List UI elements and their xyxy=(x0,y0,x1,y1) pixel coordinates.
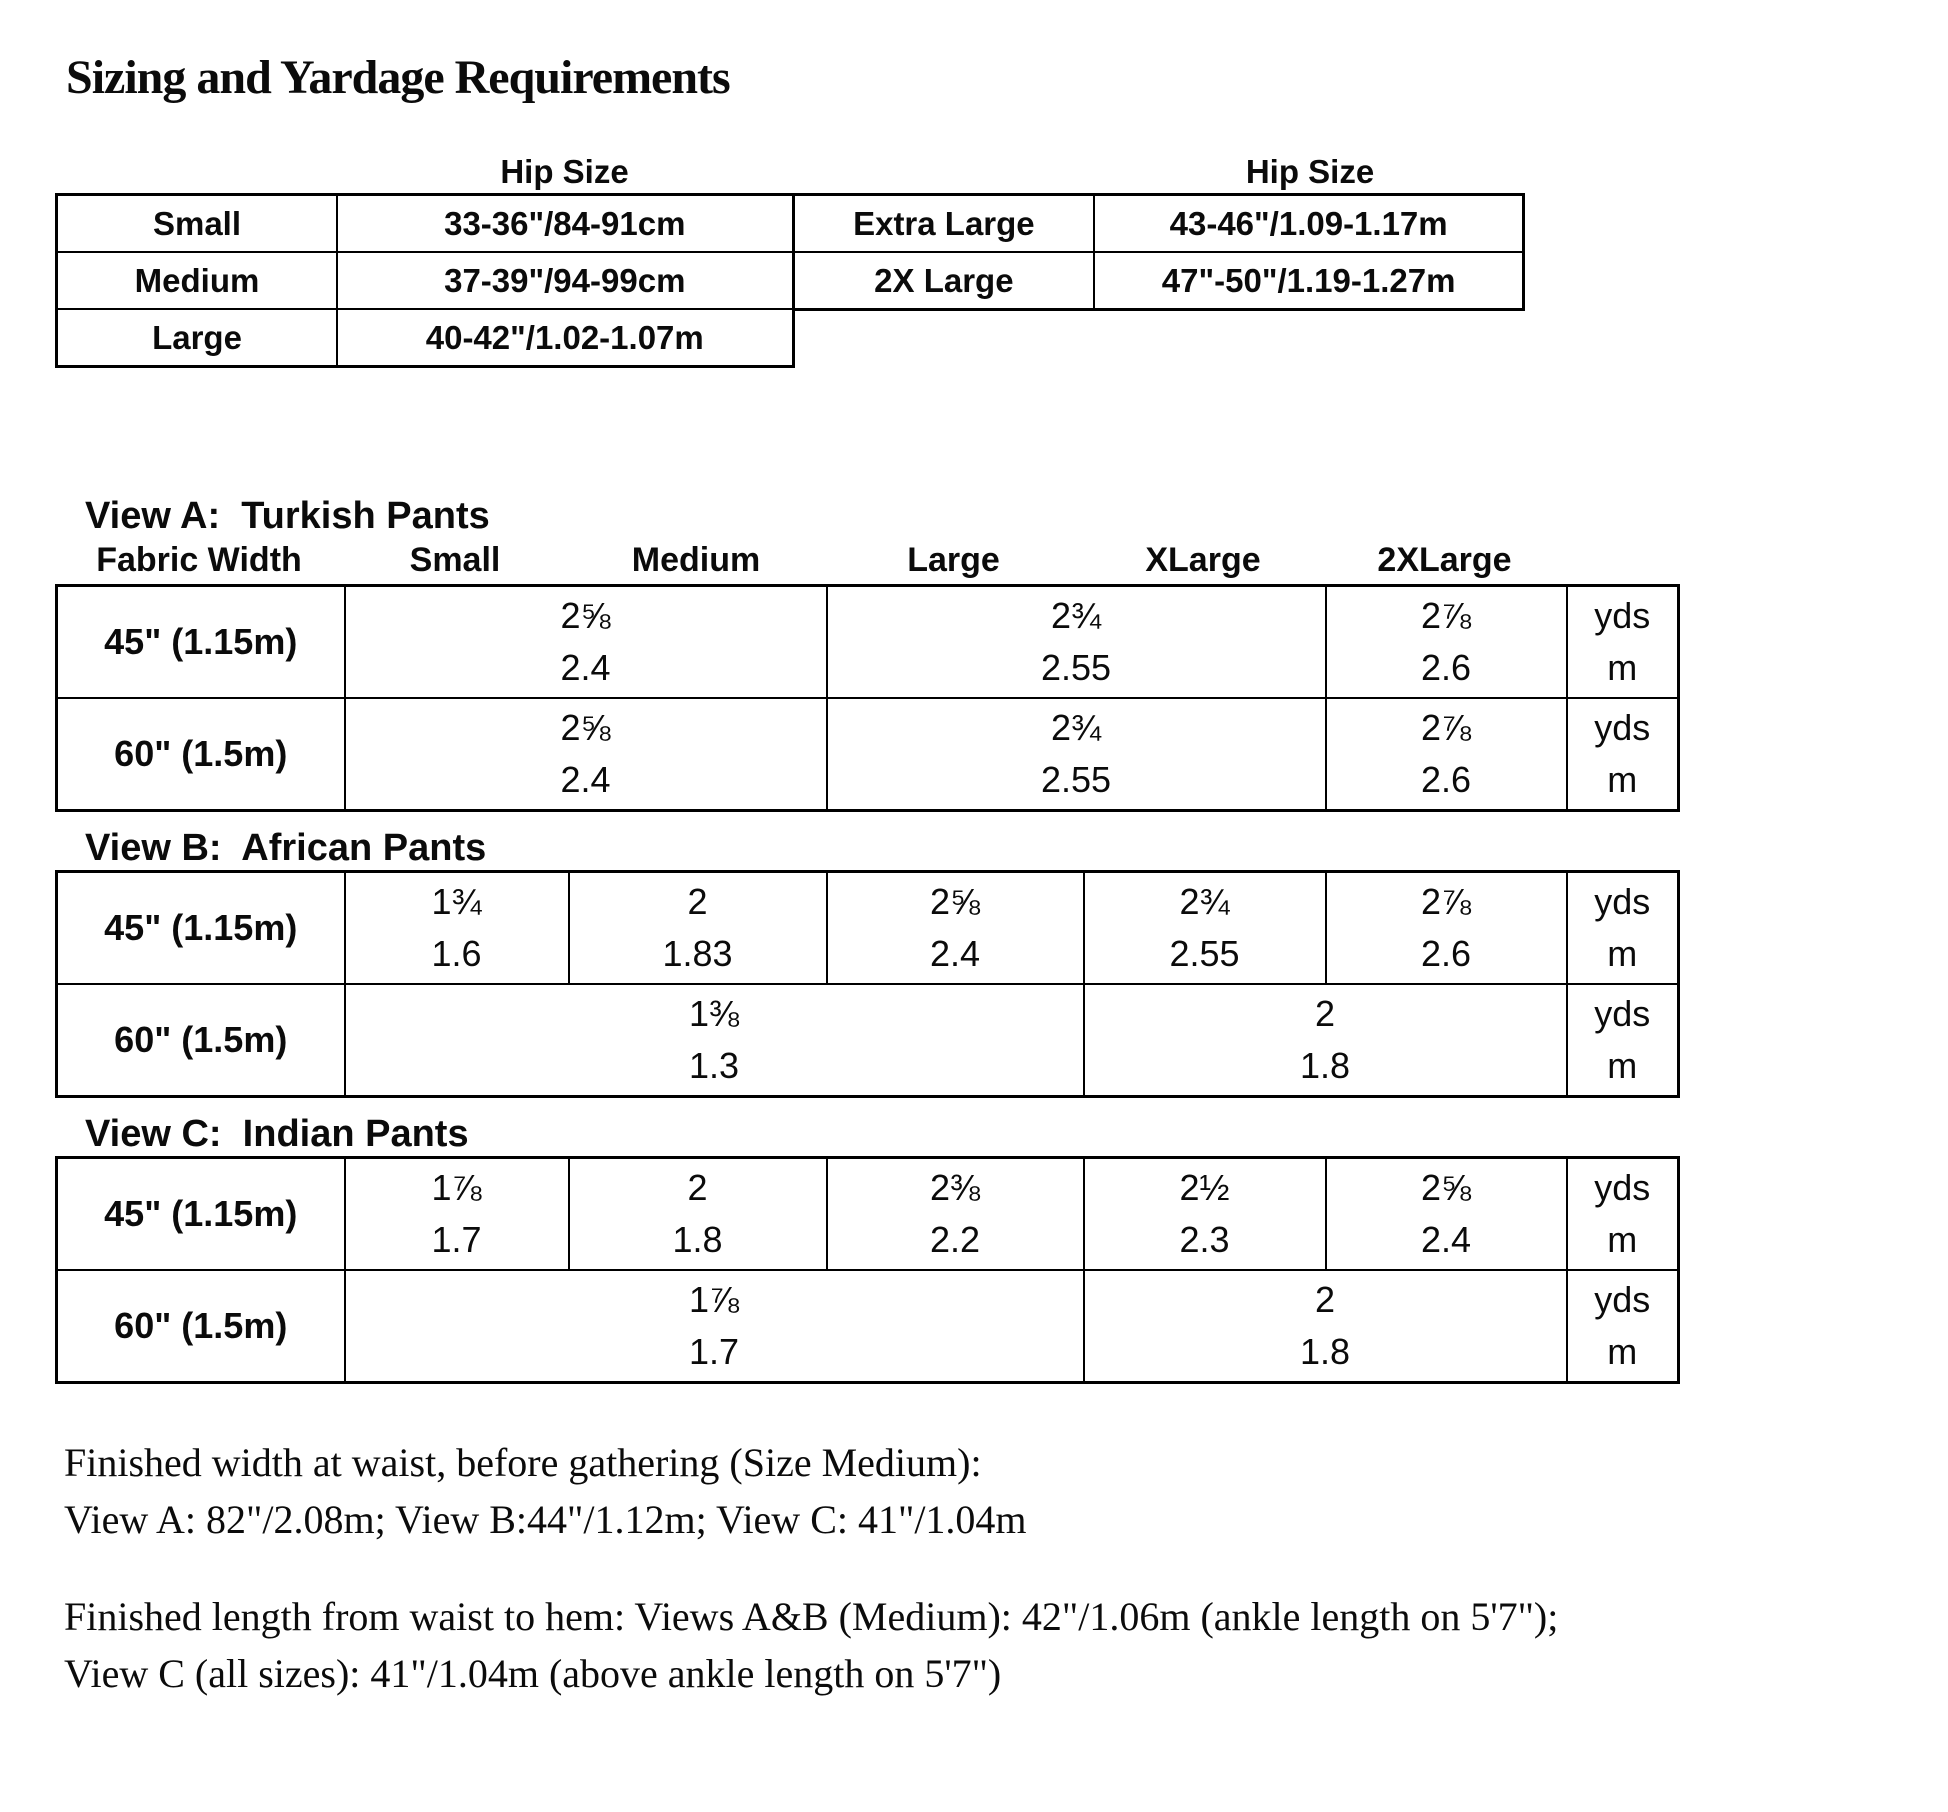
meters-value: 2.4 xyxy=(1420,1219,1472,1261)
hip-size-header-left: Hip Size xyxy=(500,153,629,191)
yardage-cell-xlarge xyxy=(1084,872,1326,985)
table-row xyxy=(57,195,794,253)
hip-size-table-left xyxy=(55,193,795,368)
table-row xyxy=(57,984,1679,1097)
note-line: View A: 82"/2.08m; View B:44"/1.12m; View C: 41"/1.04m xyxy=(64,1497,1027,1543)
yards-value: 1⅞ xyxy=(688,1279,740,1321)
meters-value: 2.2 xyxy=(929,1219,981,1261)
yardage-cell-small-to-large xyxy=(345,1270,1084,1383)
view-c-table xyxy=(55,1156,1680,1384)
size-label: Small xyxy=(57,195,338,253)
yards-value: 1¾ xyxy=(431,881,482,923)
note-line: Finished length from waist to hem: Views A&B (Medium): 42"/1.06m (ankle length on 5'7"); xyxy=(64,1594,1559,1640)
table-row xyxy=(57,586,1679,699)
fabric-width-cell: 45" (1.15m) xyxy=(57,586,345,699)
view-a-table xyxy=(55,584,1680,812)
column-header-xlarge: XLarge xyxy=(1145,541,1261,580)
yards-value: 2 xyxy=(687,881,708,923)
units-cell xyxy=(1567,984,1679,1097)
yards-value: 2 xyxy=(1314,993,1336,1035)
meters-value: 2.6 xyxy=(1421,759,1472,801)
meters-value: 1.8 xyxy=(672,1219,723,1261)
meters-value: 2.55 xyxy=(1040,647,1112,689)
meters-value: 2.55 xyxy=(1040,759,1112,801)
hip-range: 37-39"/94-99cm xyxy=(337,252,793,309)
column-header-large: Large xyxy=(907,541,1000,580)
yardage-cell-large-xlarge xyxy=(827,698,1326,811)
fabric-width-cell: 45" (1.15m) xyxy=(57,1158,345,1271)
unit-yds: yds xyxy=(1594,993,1651,1035)
yardage-cell-2xlarge xyxy=(1326,872,1567,985)
yardage-cell-xlarge-2xlarge xyxy=(1084,1270,1567,1383)
unit-yds: yds xyxy=(1594,595,1651,637)
unit-yds: yds xyxy=(1594,1279,1651,1321)
column-header-2xlarge: 2XLarge xyxy=(1377,541,1512,580)
meters-value: 1.8 xyxy=(1299,1045,1351,1087)
table-row xyxy=(57,309,794,367)
yards-value: 2¾ xyxy=(1051,595,1102,637)
view-b-title: View B: African Pants xyxy=(85,827,487,870)
yards-value: 2⅞ xyxy=(1421,707,1472,749)
yardage-cell-xlarge-2xlarge xyxy=(1084,984,1567,1097)
column-header-medium: Medium xyxy=(631,541,761,580)
units-cell xyxy=(1567,1270,1679,1383)
hip-size-header-right: Hip Size xyxy=(1245,153,1375,191)
view-a-title: View A: Turkish Pants xyxy=(85,495,490,538)
meters-value: 2.6 xyxy=(1421,647,1472,689)
yardage-cell-large xyxy=(827,1158,1084,1271)
yardage-cell-small-medium xyxy=(345,586,827,699)
hip-range: 47"-50"/1.19-1.27m xyxy=(1094,252,1523,310)
view-a-section xyxy=(55,494,1680,812)
meters-value: 2.4 xyxy=(560,759,611,801)
unit-m: m xyxy=(1607,1045,1638,1087)
fabric-width-cell: 60" (1.5m) xyxy=(57,698,345,811)
note-line: View C (all sizes): 41"/1.04m (above ankle length on 5'7") xyxy=(64,1651,1002,1697)
yards-value: 2 xyxy=(687,1167,708,1209)
size-label: 2X Large xyxy=(793,252,1094,310)
hip-size-section xyxy=(55,147,1525,368)
unit-m: m xyxy=(1607,759,1638,801)
yardage-cell-medium xyxy=(569,872,827,985)
yardage-cell-small xyxy=(345,1158,569,1271)
view-b-section xyxy=(55,826,1680,1098)
finished-length-note xyxy=(64,1588,1948,1702)
hip-range: 33-36"/84-91cm xyxy=(337,195,793,253)
units-cell xyxy=(1567,698,1679,811)
table-row xyxy=(57,698,1679,811)
hip-range: 40-42"/1.02-1.07m xyxy=(337,309,793,367)
hip-size-tables xyxy=(55,193,1525,368)
meters-value: 1.8 xyxy=(1299,1331,1351,1373)
yards-value: 2⅜ xyxy=(929,1167,981,1209)
hip-size-table-right xyxy=(792,193,1526,311)
yards-value: 2¾ xyxy=(1051,707,1102,749)
yards-value: 2 xyxy=(1314,1279,1336,1321)
yardage-cell-2xlarge xyxy=(1326,698,1567,811)
yardage-column-headers xyxy=(55,538,1680,584)
units-cell xyxy=(1567,586,1679,699)
yardage-cell-large-xlarge xyxy=(827,586,1326,699)
note-line: Finished width at waist, before gathering (Size Medium): xyxy=(64,1440,982,1486)
hip-size-headers xyxy=(55,147,1525,193)
yards-value: 1⅜ xyxy=(688,993,740,1035)
yards-value: 2½ xyxy=(1179,1167,1230,1209)
meters-value: 1.7 xyxy=(431,1219,482,1261)
unit-m: m xyxy=(1607,1219,1638,1261)
units-cell xyxy=(1567,872,1679,985)
unit-m: m xyxy=(1607,933,1638,975)
table-row xyxy=(57,872,1679,985)
yards-value: 2¾ xyxy=(1179,881,1230,923)
meters-value: 1.6 xyxy=(431,933,482,975)
yards-value: 2⅞ xyxy=(1420,881,1472,923)
yards-value: 2⅞ xyxy=(1421,595,1472,637)
finished-width-note xyxy=(64,1434,1948,1548)
view-c-section xyxy=(55,1112,1680,1384)
unit-yds: yds xyxy=(1594,1167,1651,1209)
size-label: Extra Large xyxy=(793,195,1094,253)
size-label: Medium xyxy=(57,252,338,309)
unit-yds: yds xyxy=(1594,881,1651,923)
fabric-width-cell: 60" (1.5m) xyxy=(57,1270,345,1383)
yardage-cell-xlarge xyxy=(1084,1158,1326,1271)
yardage-cell-medium xyxy=(569,1158,827,1271)
view-b-table xyxy=(55,870,1680,1098)
view-c-title: View C: Indian Pants xyxy=(85,1113,469,1156)
yards-value: 1⅞ xyxy=(431,1167,482,1209)
page-title: Sizing and Yardage Requirements xyxy=(66,51,730,104)
table-row xyxy=(57,252,794,309)
fabric-width-cell: 60" (1.5m) xyxy=(57,984,345,1097)
meters-value: 1.7 xyxy=(688,1331,740,1373)
unit-m: m xyxy=(1607,647,1638,689)
yardage-cell-large xyxy=(827,872,1084,985)
table-row xyxy=(793,195,1524,253)
yardage-cell-small-to-large xyxy=(345,984,1084,1097)
table-row xyxy=(57,1270,1679,1383)
fabric-width-cell: 45" (1.15m) xyxy=(57,872,345,985)
meters-value: 1.3 xyxy=(688,1045,740,1087)
yards-value: 2⅝ xyxy=(1420,1167,1472,1209)
hip-range: 43-46"/1.09-1.17m xyxy=(1094,195,1523,253)
meters-value: 2.3 xyxy=(1179,1219,1230,1261)
yardage-cell-2xlarge xyxy=(1326,1158,1567,1271)
unit-yds: yds xyxy=(1594,707,1651,749)
units-cell xyxy=(1567,1158,1679,1271)
table-row xyxy=(793,252,1524,310)
yardage-cell-small-medium xyxy=(345,698,827,811)
yards-value: 2⅝ xyxy=(560,595,611,637)
size-label: Large xyxy=(57,309,338,367)
yards-value: 2⅝ xyxy=(560,707,611,749)
yardage-cell-small xyxy=(345,872,569,985)
yardage-cell-2xlarge xyxy=(1326,586,1567,699)
meters-value: 2.4 xyxy=(560,647,611,689)
meters-value: 2.55 xyxy=(1169,933,1240,975)
column-header-fabric-width: Fabric Width xyxy=(96,541,302,580)
column-header-small: Small xyxy=(409,541,501,580)
meters-value: 1.83 xyxy=(662,933,733,975)
yards-value: 2⅝ xyxy=(929,881,981,923)
meters-value: 2.6 xyxy=(1420,933,1472,975)
unit-m: m xyxy=(1607,1331,1638,1373)
table-row xyxy=(57,1158,1679,1271)
meters-value: 2.4 xyxy=(929,933,981,975)
